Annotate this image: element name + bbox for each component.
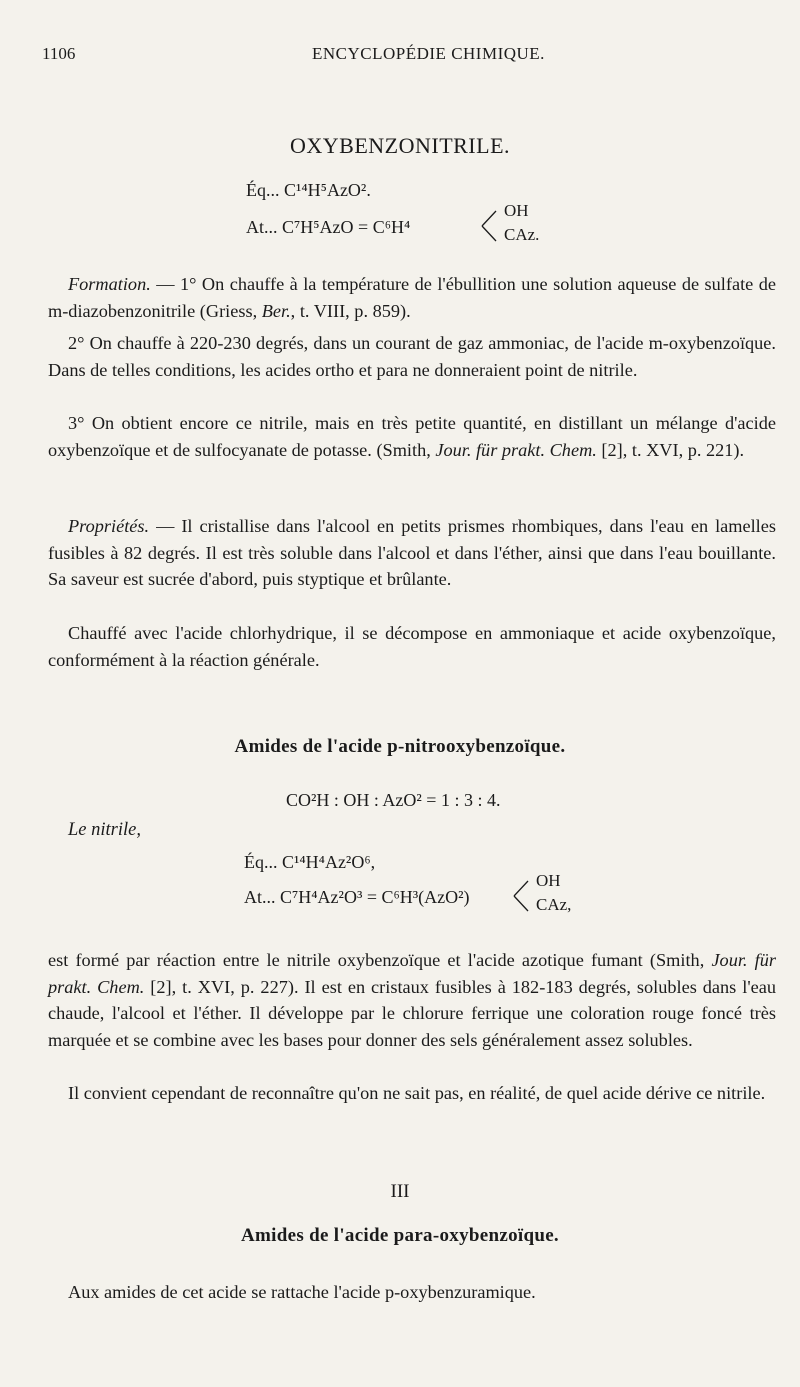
formation-text-3-end: [2], t. XVI, p. 221). (596, 439, 745, 460)
section-numeral: III (390, 1181, 410, 1202)
proprietes-paragraph-2: Chauffé avec l'acide chlorhydrique, il se décompose en ammoniaque et acide oxybenzoïque, conformément à la réaction générale. (48, 623, 776, 670)
nitrile-label: Le nitrile, (68, 820, 141, 840)
formula-branch (494, 199, 539, 247)
branch-down: CAz. (504, 225, 540, 244)
nitro-ref-1: Jour. für prakt. Chem. (48, 950, 776, 997)
proprietes-label: Propriétés. (68, 516, 150, 536)
formation-text-3: 3° On obtient encore ce nitrile, mais en très petite quantité, en distillant un mélange d'acide oxybenzoïque et de sulfocyanate de potasse. (Smith, (48, 413, 776, 460)
ratio-formula: CO²H : OH : AzO² = 1 : 3 : 4. (286, 790, 501, 810)
section-heading-para: Amides de l'acide para-oxybenzoïque. (241, 1225, 559, 1246)
nitro-formula-atomic: At... C⁷H⁴Az²O³ = C⁶H³(AzO²) (244, 887, 470, 907)
nitro-paragraph-1 (48, 947, 776, 1053)
branch-lines (480, 205, 500, 247)
formula-atomic: At... C⁷H⁵AzO = C⁶H⁴ (246, 217, 411, 237)
nitro-text-1-end: [2], t. XVI, p. 227). Il est en cristaux fusibles à 182-183 degrés, solubles dans l'eau chaude, l'alcool et l'éther. Il développe par le chlorure ferrique une coloration rouge foncé très marquée et se combine avec les bases pour donner des sels généralement assez solubles. (48, 976, 776, 1050)
page-number: 1106 (42, 44, 76, 63)
formation-label: Formation. (68, 274, 151, 294)
running-title: ENCYCLOPÉDIE CHIMIQUE. (312, 44, 545, 63)
formation-paragraph-1 (48, 271, 776, 324)
nitro-text-1: est formé par réaction entre le nitrile oxybenzoïque et l'acide azotique fumant (Smith, (48, 950, 712, 970)
branch-up: OH (504, 201, 529, 220)
formation-paragraph-3 (48, 410, 776, 463)
section-heading-nitro: Amides de l'acide p-nitrooxybenzoïque. (234, 736, 566, 757)
nitro-branch-lines (512, 875, 532, 917)
formation-text-1: — 1° On chauffe à la température de l'ébullition une solution aqueuse de sulfate de m-diazobenzonitrile (Griess, (48, 274, 776, 321)
nitro-branch-up: OH (536, 871, 561, 890)
para-paragraph-1: Aux amides de cet acide se rattache l'acide p-oxybenzuramique. (68, 1282, 536, 1302)
nitro-formula-equivalent: Éq... C¹⁴H⁴Az²O⁶, (244, 852, 376, 872)
article-title: OXYBENZONITRILE. (289, 133, 511, 158)
formula-equivalent: Éq... C¹⁴H⁵AzO². (246, 180, 371, 200)
nitro-branch-down: CAz, (536, 895, 572, 914)
formation-text-1-end: , t. VIII, p. 859). (290, 300, 411, 321)
page-header (42, 44, 760, 74)
formation-ref-3: Jour. für prakt. Chem. (435, 439, 597, 460)
nitro-formula-branch (526, 869, 571, 917)
formation-paragraph-2: 2° On chauffe à 220-230 degrés, dans un courant de gaz ammoniac, de l'acide m-oxybenzoïque. Dans de telles conditions, les acides ortho et para ne donneraient point de nitrile. (48, 333, 776, 380)
proprietes-paragraph-1 (48, 513, 776, 593)
nitro-paragraph-2: Il convient cependant de reconnaître qu'on ne sait pas, en réalité, de quel acide dérive ce nitrile. (68, 1083, 766, 1103)
proprietes-text-1: — Il cristallise dans l'alcool en petits prismes rhombiques, dans l'eau en lamelles fusibles à 82 degrés. Il est très soluble dans l'alcool et dans l'éther, ainsi que dans l'eau bouillante. Sa saveur est sucrée d'abord, puis styptique et brûlante. (48, 516, 776, 589)
formation-ref-1: Ber. (261, 300, 291, 321)
